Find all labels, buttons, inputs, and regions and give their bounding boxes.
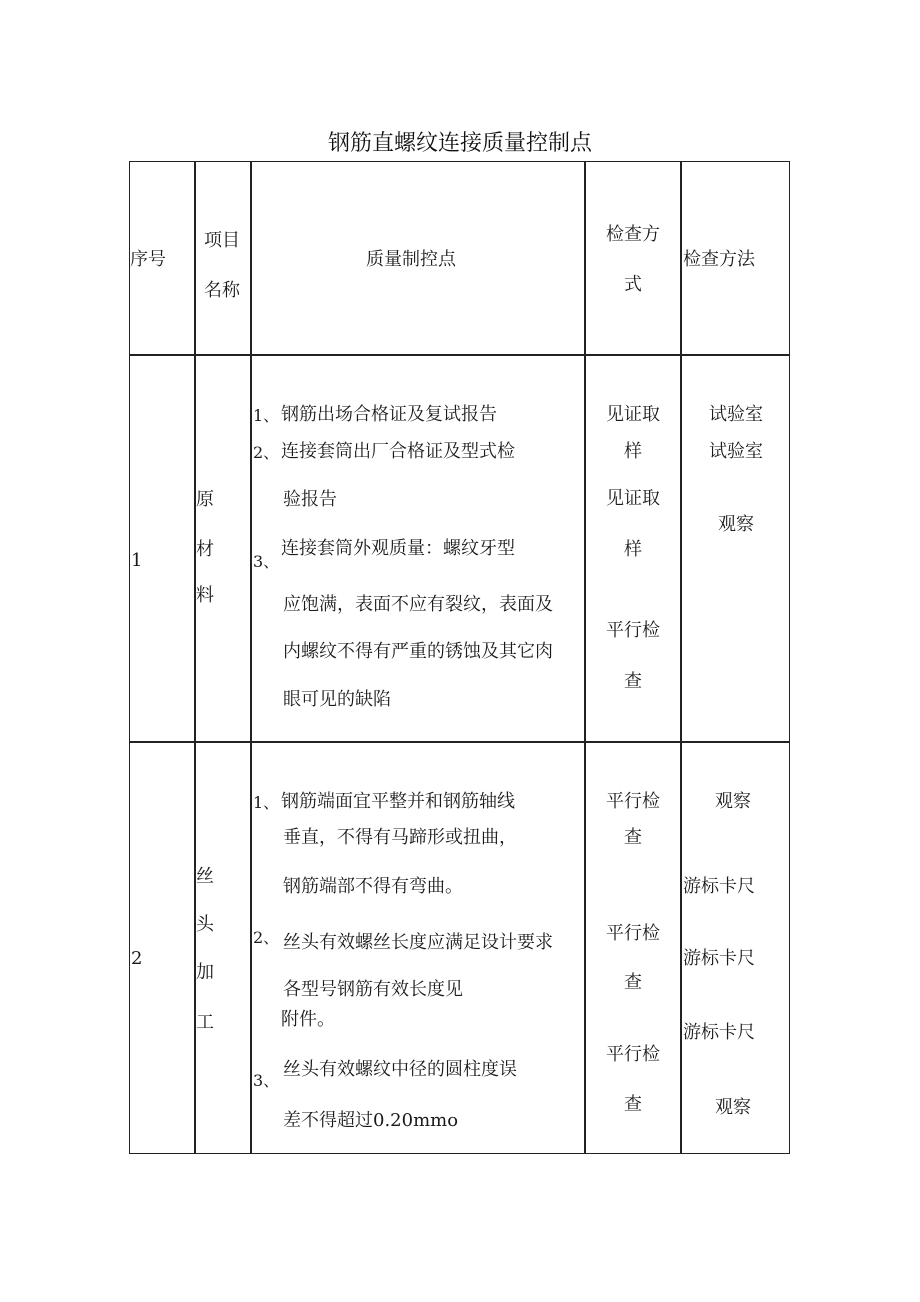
check-mode: 见证取 [606, 488, 660, 509]
check-mode: 查 [624, 972, 642, 993]
point-number: 2、 [253, 443, 280, 462]
check-method: 观察 [715, 1097, 751, 1118]
column-divider [584, 161, 586, 1154]
point-number: 3、 [253, 552, 280, 571]
row-item-name: 料 [196, 585, 214, 606]
quality-point-text: 连接套筒外观质量：螺纹牙型 [281, 538, 515, 559]
header-check-method: 检查方法 [683, 249, 755, 270]
check-method: 试验室 [709, 404, 763, 425]
check-mode: 查 [624, 1094, 642, 1115]
check-mode: 查 [624, 827, 642, 848]
row-item-name: 丝 [196, 866, 214, 887]
quality-point-text: 垂直，不得有马蹄形或扭曲， [283, 827, 517, 848]
header-check-mode: 式 [624, 274, 642, 295]
check-method: 游标卡尺 [683, 1022, 755, 1043]
check-mode: 平行检 [606, 791, 660, 812]
column-divider [250, 161, 252, 1154]
check-method: 游标卡尺 [683, 948, 755, 969]
check-mode: 查 [624, 671, 642, 692]
header-check-mode: 检查方 [606, 224, 660, 245]
quality-point-text: 丝头有效螺纹中径的圆柱度误 [283, 1059, 517, 1080]
quality-point-text: 差不得超过0.20mmo [283, 1110, 459, 1131]
point-number: 3、 [253, 1071, 280, 1090]
page-title: 钢筋直螺纹连接质量控制点 [327, 131, 592, 156]
point-number: 1、 [253, 406, 280, 425]
header-seq: 序号 [130, 249, 166, 270]
row-item-name: 加 [196, 962, 214, 983]
row-seq: 1 [131, 550, 143, 571]
point-number: 1、 [253, 793, 280, 812]
quality-point-text: 钢筋出场合格证及复试报告 [281, 404, 497, 425]
row-seq: 2 [131, 948, 143, 969]
check-method: 游标卡尺 [683, 876, 755, 897]
row-item-name: 材 [196, 539, 214, 560]
row-item-name: 头 [196, 914, 214, 935]
table-divider-row1 [129, 741, 790, 743]
quality-point-text: 丝头有效螺丝长度应满足设计要求 [283, 932, 553, 953]
header-item-name: 项目 [204, 230, 240, 251]
quality-point-text: 连接套筒出厂合格证及型式检 [281, 441, 515, 462]
quality-point-text: 各型号钢筋有效长度见 [283, 979, 463, 1000]
row-item-name: 原 [196, 489, 214, 510]
check-method: 试验室 [709, 441, 763, 462]
check-mode: 样 [624, 539, 642, 560]
quality-point-text: 钢筋端部不得有弯曲。 [283, 876, 463, 897]
quality-point-text: 内螺纹不得有严重的锈蚀及其它肉 [283, 641, 553, 662]
check-mode: 样 [624, 441, 642, 462]
quality-point-text: 应饱满，表面不应有裂纹，表面及 [283, 594, 553, 615]
row-item-name: 工 [196, 1012, 214, 1033]
column-divider [194, 161, 196, 1154]
check-mode: 见证取 [606, 404, 660, 425]
column-divider [680, 161, 682, 1154]
quality-point-text: 钢筋端面宜平整并和钢筋轴线 [281, 791, 515, 812]
check-method: 观察 [715, 791, 751, 812]
check-mode: 平行检 [606, 620, 660, 641]
header-quality-points: 质量制控点 [366, 249, 456, 270]
check-method: 观察 [718, 514, 754, 535]
check-mode: 平行检 [606, 1044, 660, 1065]
point-number: 2、 [253, 928, 280, 947]
quality-point-text: 附件。 [281, 1009, 335, 1030]
quality-point-text: 眼可见的缺陷 [283, 689, 391, 710]
table-divider-header [129, 354, 790, 356]
quality-point-text: 验报告 [283, 489, 337, 510]
header-item-name: 名称 [204, 280, 240, 301]
check-mode: 平行检 [606, 923, 660, 944]
